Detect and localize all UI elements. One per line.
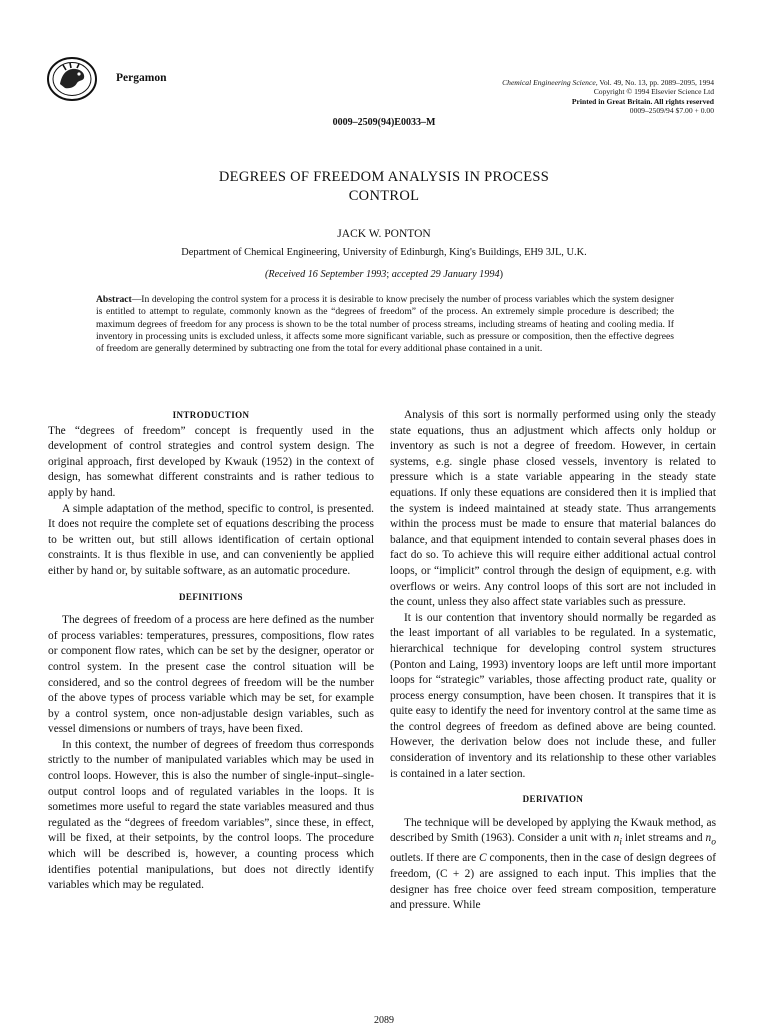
derivation-text-4: components, then in the case of design degrees of freedom, (C + 2) are assigned to each input. This implies that the designer has free choice over feed stream composition, temperature and pressure. While — [390, 852, 716, 912]
publisher-name: Pergamon — [116, 72, 167, 84]
journal-rights: Printed in Great Britain. All rights reserved — [571, 96, 714, 106]
derivation-text-2: inlet streams and — [622, 832, 706, 845]
journal-volume: Vol. 49, No. 13, pp. 2089–2095, 1994 — [599, 78, 714, 87]
derivation-text-3: outlets. If there are — [390, 852, 480, 865]
left-column — [48, 408, 374, 894]
received-date: (Received 16 September 1993 — [265, 269, 387, 280]
journal-line-1 — [502, 78, 714, 87]
definitions-heading: DEFINITIONS — [179, 591, 243, 602]
definitions-paragraph-1: The degrees of freedom of a process are here defined as the number of process variables: temperatures, pressures, compositions, flow rates or component flow rates, which can be set by the designer, operator or control system. In the present case the control situation will be considered, and so the control degrees of freedom will be the number of the above types of process variable which may be set, for example by a control system, once non-adjustable design variables, such as vessel dimensions or numbers of trays, have been fixed. — [48, 614, 374, 736]
accepted-date: accepted 29 January 1994 — [389, 269, 500, 280]
title-line-2: CONTROL — [348, 188, 420, 204]
article-title — [0, 168, 768, 206]
abstract-text: —In developing the control system for a process it is desirable to know precisely the number of process variables which the system designer is entitled to attempt to regulate, commonly known as the “degrees of freedom” of the process. An extremely simple procedure is described; the maximum degrees of freedom for any process is shown to be the total number of process streams, including streams of heating and cooling media. If inventory in processing units is excluded unless, it affects some more significant variable, such as pressure or composition, then the effective degrees of freedom are generally determined by subtracting one from the total for every additional phase contained in a unit. — [96, 294, 674, 355]
received-close-paren: ) — [499, 269, 503, 280]
author-affiliation: Department of Chemical Engineering, University of Edinburgh, King's Buildings, EH9 3JL, U.K. — [181, 247, 587, 258]
journal-price: 0009–2509/94 $7.00 + 0.00 — [629, 105, 714, 115]
page-number: 2089 — [374, 1015, 394, 1026]
title-line-1: DEGREES OF FREEDOM ANALYSIS IN PROCESS — [218, 169, 550, 185]
introduction-paragraph-1: The “degrees of freedom” concept is frequently used in the development of control strategies and control system design. The original approach, first developed by Kwauk (1952) in the context of design, has somewhat different constraints and is rather tedious to apply by hand. — [48, 424, 374, 499]
outlet-subscript: o — [711, 837, 716, 848]
outlet-count-symbol: n — [705, 832, 712, 845]
definitions-paragraph-2: In this context, the number of degrees of freedom thus corresponds strictly to the number of manipulated variables which may be used in control loops. However, this is also the number of single-input–single-output control loops and of regulated variables in the loops. It is sometimes more useful to regard the state variables measured and thus regulated as the “degrees of freedom variables”, since these, in effect, will be fixed, at their setpoints, by the control loops. The procedure which will be described is, however, a counting process which identifies potential manipulations, but does not directly identify variables which may be regulated. — [48, 738, 374, 892]
journal-name: Chemical Engineering Science, — [502, 78, 598, 87]
introduction-heading: INTRODUCTION — [172, 410, 250, 420]
article-code: 0009–2509(94)E0033–M — [332, 117, 436, 128]
derivation-paragraph — [390, 816, 716, 914]
abstract-label: Abstract — [96, 294, 132, 305]
received-separator: ; — [386, 269, 390, 280]
received-dates — [0, 269, 768, 280]
journal-copyright: Copyright © 1994 Elsevier Science Ltd — [593, 87, 714, 97]
derivation-text-1: The technique will be developed by applying the Kwauk method, as described by Smith (1963). Consider a unit with — [390, 816, 716, 845]
introduction-paragraph-2: A simple adaptation of the method, specific to control, is presented. It does not require the complete set of equations describing the process to be written out, but still allows identification of certain optional constraints. It is thus flexible in use, and can conveniently be applied either by hand or, by suitable software, as an automatic procedure. — [48, 502, 374, 577]
analysis-paragraph: Analysis of this sort is normally performed using only the steady state equations, thus an adjustment which affects only holdup or inventory as such is not a degree of freedom. However, in certain systems, e.g. single phase closed vessels, inventory is related to pressure which is a state variable appearing in the steady state equations. If only these equations are considered then it is implied that the system is indeed maintained at steady state. Thus arrangements within the process must be made to ensure that material balances do balance, and that equipment intended to contain several phases does in fact do so. To achieve this will require either additional actual control loops, or “implicit” control through the design of equipment, e.g. with overflows or weirs. Any control loops of this sort are not included in the count, unless they also affect state variables such as pressure. — [390, 409, 716, 609]
journal-citation — [502, 78, 714, 115]
inlet-count-symbol: n — [613, 832, 620, 845]
inlet-subscript: i — [619, 837, 623, 848]
author-name: JACK W. PONTON — [337, 228, 431, 240]
right-column — [390, 408, 716, 914]
abstract — [96, 294, 674, 355]
pergamon-logo-icon — [46, 56, 98, 102]
derivation-heading: DERIVATION — [522, 794, 584, 805]
component-symbol: C — [479, 852, 487, 865]
inventory-paragraph: It is our contention that inventory should normally be regarded as the least important of all variables to be regulated. In a systematic, hierarchical technique for developing control system structures (Ponton and Laing, 1993) inventory loops are left until more important loops for “strategic” variables, those affecting product rate, quality or process energy consumption, have been chosen. It transpires that it is quite easy to identify the need for inventory control at the same time as the control degrees of freedom as defined above are being counted. However, the derivation below does not include these, and fuller consideration of inventory and its relationship to these other variables is contained in a later section. — [390, 611, 716, 780]
